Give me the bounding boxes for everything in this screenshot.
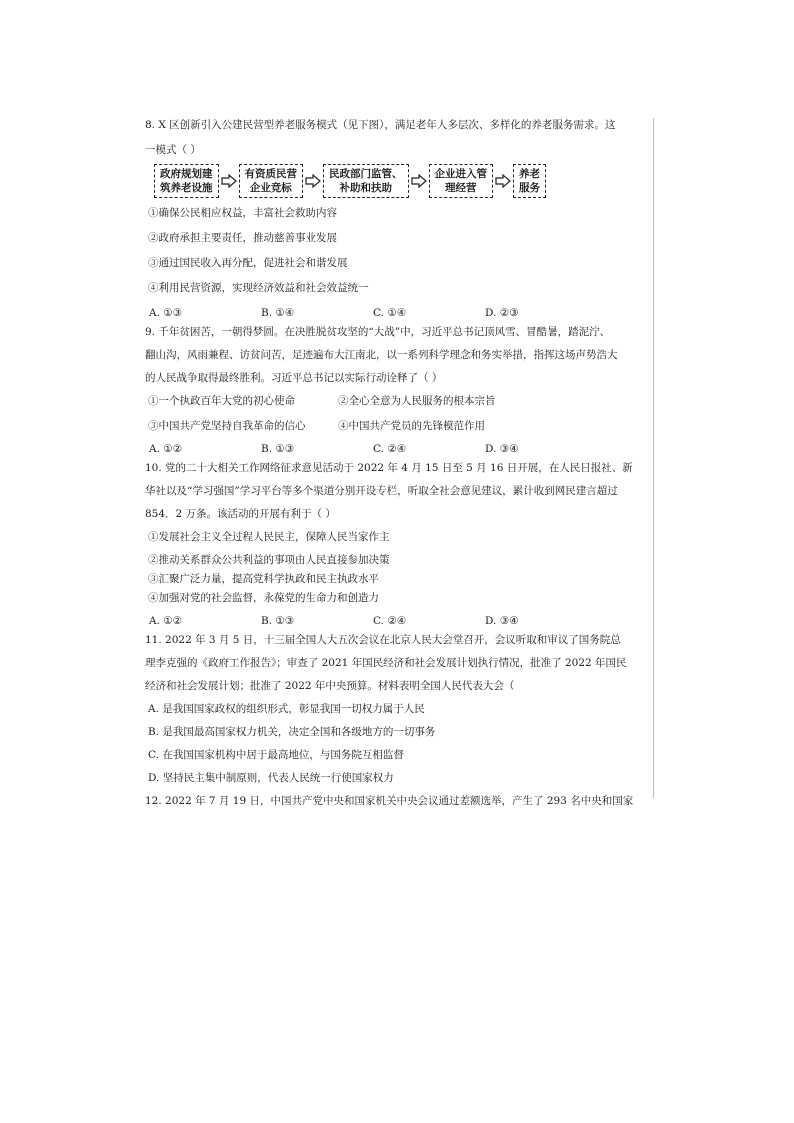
flow-arrow-icon	[221, 174, 237, 188]
flow-box-1-line-1: 政府规划建	[160, 168, 213, 180]
flow-arrow-icon	[305, 174, 321, 188]
q10-item-4: ④加强对党的社会监督，永葆党的生命力和创造力	[148, 592, 379, 604]
q8-item-4: ④利用民营资源，实现经济效益和社会效益统一	[148, 282, 369, 294]
question-11-line-2: 理李克强的《政府工作报告》；审查了 2021 年国民经济和社会发展计划执行情况，批准了 2022 年国民	[145, 657, 627, 669]
question-9-line-3: 的人民战争取得最终胜利。习近平总书记以实际行动诠释了（ ）	[145, 372, 443, 384]
q9-option-c[interactable]: C. ②④	[373, 443, 407, 455]
question-8-stem-line-1: 8. X 区创新引入公建民营型养老服务模式（见下图），满足老年人多层次、多样化的养老服务需求。这	[145, 119, 616, 131]
q10-options	[145, 614, 657, 629]
flow-box-3	[323, 164, 409, 198]
q11-choice-b[interactable]: B. 是我国最高国家权力机关，决定全国和各级地方的一切事务	[148, 726, 436, 738]
q9-option-b[interactable]: B. ①③	[261, 443, 295, 455]
exam-page	[145, 118, 657, 809]
flow-arrow-icon	[495, 174, 511, 188]
flow-box-1-line-2: 筑养老设施	[160, 182, 213, 194]
question-10-line-1: 10. 党的二十大相关工作网络征求意见活动于 2022 年 4 月 15 日至 5 月 16 日开展，在人民日报社、新	[145, 462, 633, 474]
question-10-line-2: 华社以及“学习强国”学习平台等多个渠道分别开设专栏，听取全社会意见建议，累计收到网民建言超过	[145, 485, 618, 497]
flow-box-5-line-1: 养老	[519, 168, 540, 180]
q9-item-1: ①一个执政百年大党的初心使命	[148, 395, 295, 407]
q8-option-c[interactable]: C. ①④	[373, 307, 407, 319]
question-8-stem-line-2: 一模式（ ）	[145, 144, 201, 156]
flow-arrow-icon	[411, 174, 427, 188]
flow-box-4	[429, 164, 494, 198]
flow-box-4-line-2: 理经营	[445, 182, 477, 194]
q8-item-2: ②政府承担主要责任，推动慈善事业发展	[148, 232, 337, 244]
q9-item-2: ②全心全意为人民服务的根本宗旨	[338, 395, 496, 407]
q10-option-b[interactable]: B. ①③	[261, 615, 295, 627]
q11-choice-a[interactable]: A. 是我国国家政权的组织形式，彰显我国一切权力属于人民	[148, 703, 425, 715]
flow-box-3-line-1: 民政部门监管、	[329, 168, 403, 180]
question-10-line-3: 854．2 万条。该活动的开展有利于（ ）	[145, 508, 336, 520]
flow-diagram	[154, 164, 657, 198]
q8-option-a[interactable]: A. ①③	[149, 307, 183, 319]
column-rule	[653, 118, 654, 798]
question-9	[145, 325, 657, 457]
question-12	[145, 794, 657, 809]
q10-item-1: ①发展社会主义全过程人民民主，保障人民当家作主	[148, 531, 390, 543]
question-11-line-3: 经济和社会发展计划；批准了 2022 年中央预算。材料表明全国人民代表大会（	[145, 680, 515, 692]
q11-choice-c[interactable]: C. 在我国国家机构中居于最高地位，与国务院互相监督	[148, 749, 404, 761]
q9-item-3: ③中国共产党坚持自我革命的信心	[148, 420, 306, 432]
question-8	[145, 118, 657, 321]
q10-option-a[interactable]: A. ①②	[149, 615, 183, 627]
question-9-line-2: 翻山沟，风雨兼程、访贫问苦，足迹遍布大江南北，以一系列科学理念和务实举措，指挥这场声势浩大	[145, 349, 618, 361]
q10-item-3: ③汇聚广泛力量，提高党科学执政和民主执政水平	[148, 573, 379, 585]
q8-item-3: ③通过国民收入再分配，促进社会和谐发展	[148, 257, 348, 269]
q9-option-d[interactable]: D. ③④	[485, 443, 519, 455]
q9-items-row-2	[148, 419, 657, 434]
q9-option-a[interactable]: A. ①②	[149, 443, 183, 455]
flow-box-2	[239, 164, 304, 198]
q10-option-d[interactable]: D. ③④	[485, 615, 519, 627]
q8-item-1: ①确保公民相应权益，丰富社会救助内容	[148, 207, 337, 219]
q9-items-row-1	[148, 394, 657, 409]
question-11	[145, 633, 657, 786]
q8-options	[145, 306, 657, 321]
q11-choice-d[interactable]: D. 坚持民主集中制原则，代表人民统一行使国家权力	[148, 772, 394, 784]
q8-option-d[interactable]: D. ②③	[485, 307, 519, 319]
q10-item-2: ②推动关系群众公共利益的事项由人民直接参加决策	[148, 554, 390, 566]
flow-box-2-line-2: 企业竞标	[249, 182, 292, 194]
question-10	[145, 461, 657, 629]
flow-box-1	[154, 164, 219, 198]
flow-box-5-line-2: 服务	[519, 182, 540, 194]
question-9-line-1: 9. 千年贫困苦，一朝得梦圆。在决胜脱贫攻坚的“大战”中，习近平总书记顶风雪、冒酷暑，踏泥泞、	[145, 326, 611, 338]
q8-option-b[interactable]: B. ①④	[261, 307, 295, 319]
flow-box-3-line-2: 补助和扶助	[339, 182, 392, 194]
question-11-line-1: 11. 2022 年 3 月 5 日，十三届全国人大五次会议在北京人民大会堂召开，会议听取和审议了国务院总	[145, 634, 621, 646]
q9-item-4: ④中国共产党员的先锋模范作用	[338, 420, 485, 432]
q10-option-c[interactable]: C. ②④	[373, 615, 407, 627]
flow-box-4-line-1: 企业进入管	[434, 168, 487, 180]
flow-box-2-line-1: 有资质民营	[244, 168, 297, 180]
q9-options	[145, 442, 657, 457]
flow-box-5	[513, 164, 546, 198]
question-12-line-1: 12. 2022 年 7 月 19 日，中国共产党中央和国家机关中央会议通过差额选举，产生了 293 名中央和国家	[145, 795, 634, 807]
